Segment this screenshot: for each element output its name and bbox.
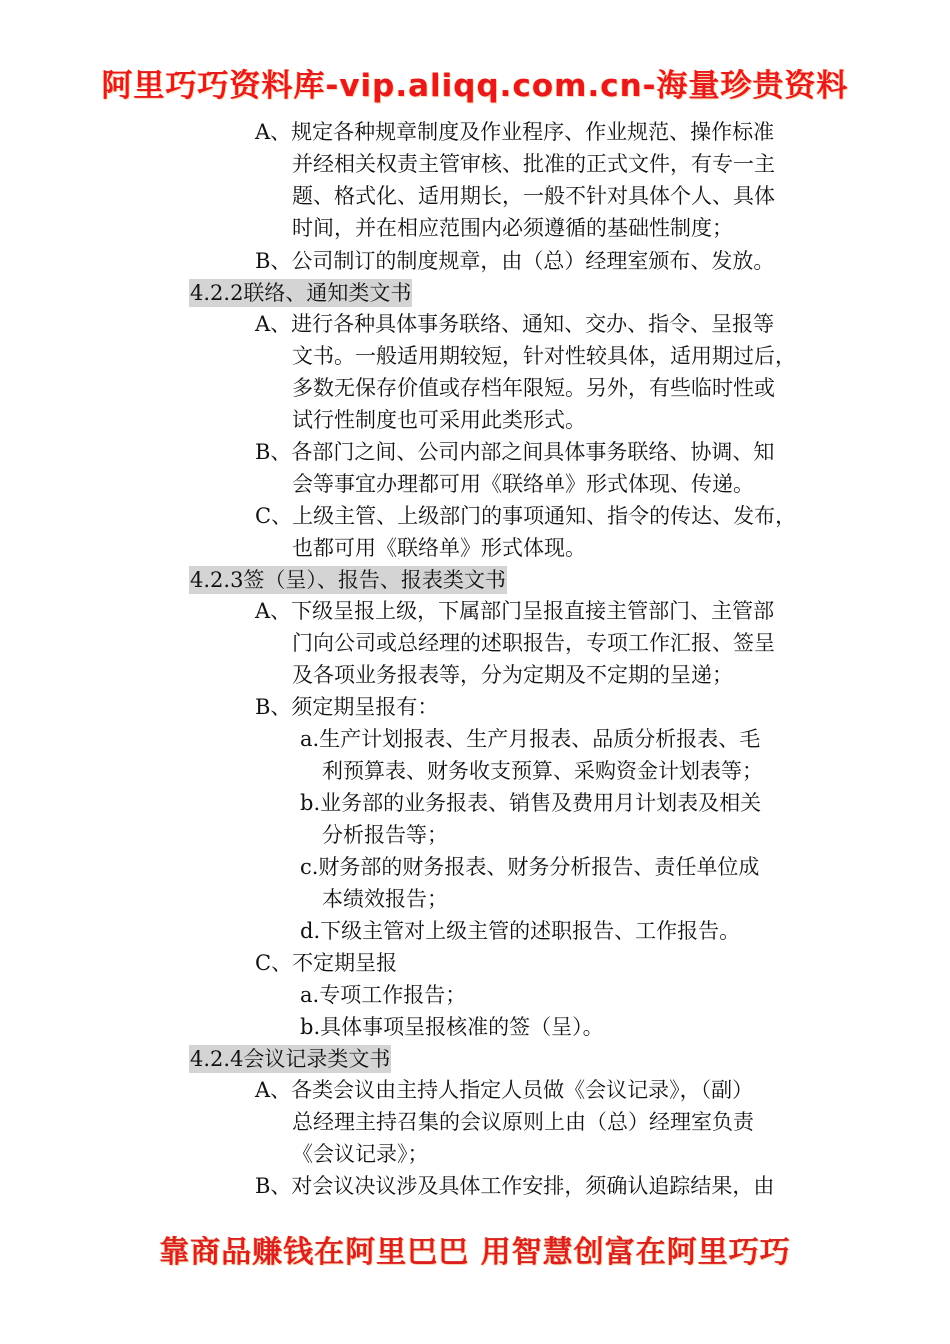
- paragraph-line: A、规定各种规章制度及作业程序、作业规范、操作标准: [255, 120, 775, 144]
- paragraph-line: 并经相关权责主管审核、批准的正式文件，有专一主: [292, 152, 775, 176]
- list-item: d.下级主管对上级主管的述职报告、工作报告。: [300, 919, 741, 943]
- list-item: c.财务部的财务报表、财务分析报告、责任单位成: [300, 855, 760, 879]
- paragraph-line: A、下级呈报上级，下属部门呈报直接主管部门、主管部: [255, 599, 775, 623]
- list-item: b.业务部的业务报表、销售及费用月计划表及相关: [300, 791, 762, 815]
- paragraph-line: 时间，并在相应范围内必须遵循的基础性制度；: [292, 216, 733, 240]
- paragraph-line: 题、格式化、适用期长，一般不针对具体个人、具体: [292, 184, 775, 208]
- paragraph-line: A、进行各种具体事务联络、通知、交办、指令、呈报等: [255, 312, 775, 336]
- paragraph-line: 《会议记录》；: [292, 1142, 429, 1166]
- list-item: b.具体事项呈报核准的签（呈）。: [300, 1015, 604, 1039]
- list-item: 本绩效报告；: [322, 887, 448, 911]
- paragraph-line: B、对会议决议涉及具体工作安排，须确认追踪结果，由: [255, 1174, 775, 1198]
- list-item: 分析报告等；: [322, 823, 448, 847]
- paragraph-line: 会等事宜办理都可用《联络单》形式体现、传递。: [292, 472, 754, 496]
- list-item: a.生产计划报表、生产月报表、品质分析报表、毛: [300, 727, 761, 751]
- list-item: a.专项工作报告；: [300, 983, 467, 1007]
- footer-banner: 靠商品赚钱在阿里巴巴 用智慧创富在阿里巧巧: [159, 1235, 791, 1270]
- header-banner: 阿里巧巧资料库-vip.aliqq.com.cn-海量珍贵资料: [101, 68, 849, 104]
- paragraph-line: C、上级主管、上级部门的事项通知、指令的传达、发布，: [255, 504, 797, 528]
- section-heading-4-2-4: 4.2.4会议记录类文书: [190, 1047, 391, 1071]
- section-heading-4-2-2: 4.2.2联络、通知类文书: [190, 281, 412, 305]
- paragraph-line: 试行性制度也可采用此类形式。: [292, 408, 586, 432]
- paragraph-line: B、公司制订的制度规章，由（总）经理室颁布、发放。: [255, 249, 775, 273]
- paragraph-line: C、不定期呈报: [255, 951, 398, 975]
- paragraph-line: 及各项业务报表等，分为定期及不定期的呈递；: [292, 663, 733, 687]
- paragraph-line: 文书。一般适用期较短，针对性较具体，适用期过后，: [292, 344, 796, 368]
- paragraph-line: A、各类会议由主持人指定人员做《会议记录》，（副）: [255, 1078, 754, 1102]
- paragraph-line: 总经理主持召集的会议原则上由（总）经理室负责: [292, 1110, 754, 1134]
- paragraph-line: 门向公司或总经理的述职报告，专项工作汇报、签呈: [292, 631, 775, 655]
- paragraph-line: 也都可用《联络单》形式体现。: [292, 536, 586, 560]
- paragraph-line: B、各部门之间、公司内部之间具体事务联络、协调、知: [255, 440, 775, 464]
- section-heading-4-2-3: 4.2.3签（呈）、报告、报表类文书: [190, 568, 506, 592]
- paragraph-line: B、须定期呈报有：: [255, 695, 439, 719]
- list-item: 利预算表、财务收支预算、采购资金计划表等；: [322, 759, 763, 783]
- paragraph-line: 多数无保存价值或存档年限短。另外，有些临时性或: [292, 376, 775, 400]
